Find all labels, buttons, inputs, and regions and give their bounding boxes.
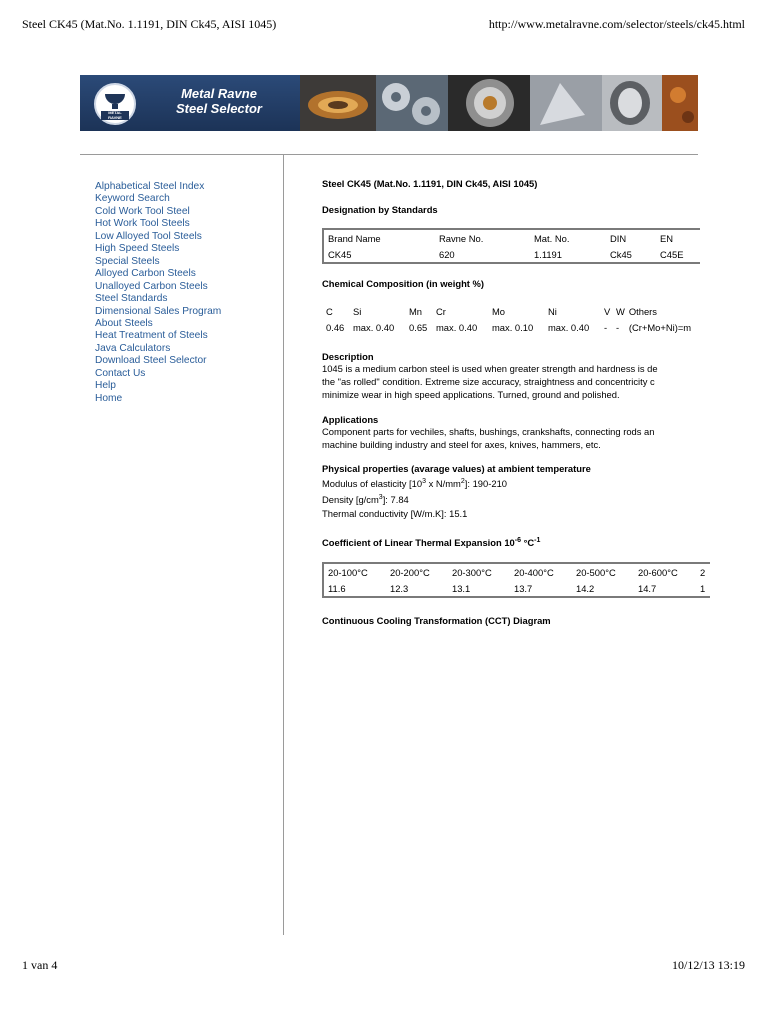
- table-header-cell: Mat. No.: [534, 232, 570, 244]
- table-cell: max. 0.40: [353, 321, 395, 333]
- site-title: [154, 86, 284, 116]
- expansion-table: [322, 562, 710, 598]
- table-header-cell: Mn: [409, 305, 423, 317]
- sidebar-nav: [95, 181, 280, 405]
- chemical-heading: Chemical Composition (in weight %): [322, 278, 484, 289]
- sidebar-item-home[interactable]: Home: [95, 392, 123, 404]
- table-header-cell: W: [616, 305, 625, 317]
- table-cell: (Cr+Mo+Ni)=m: [628, 321, 692, 333]
- table-row: [322, 303, 695, 319]
- table-header-cell: Si: [353, 305, 362, 317]
- column-divider: [283, 155, 284, 935]
- table-cell: 13.1: [452, 582, 471, 594]
- table-cell: C45E: [660, 248, 684, 260]
- table-row: [323, 563, 710, 580]
- table-header-cell: Ni: [548, 305, 557, 317]
- sidebar-item-dimensional-sales[interactable]: Dimensional Sales Program: [95, 305, 222, 317]
- sidebar-item-low-alloyed[interactable]: Low Alloyed Tool Steels: [95, 230, 202, 242]
- sidebar-item-unalloyed-carbon[interactable]: Unalloyed Carbon Steels: [95, 280, 208, 292]
- chemical-table: [322, 303, 695, 335]
- designation-table: [322, 228, 700, 264]
- table-cell: max. 0.10: [492, 321, 534, 333]
- header-divider: [80, 154, 698, 155]
- print-header-title: Steel CK45 (Mat.No. 1.1191, DIN Ck45, AISI 1045): [22, 17, 277, 31]
- print-header-url: http://www.metalravne.com/selector/steels/ck45.html: [488, 17, 745, 31]
- site-banner: [80, 75, 698, 131]
- table-header-cell: V: [604, 305, 611, 317]
- web-page: [80, 75, 706, 935]
- sidebar-item-download[interactable]: Download Steel Selector: [95, 355, 207, 367]
- applications-line: machine building industry and steel for axes, knives, hammers, etc.: [322, 439, 601, 450]
- table-header-cell: 20-100°C: [328, 566, 368, 578]
- density: Density $[g/cm^3]$: 7.84: [322, 494, 409, 505]
- table-header-cell: Ravne No.: [439, 232, 484, 244]
- table-header-cell: 20-500°C: [576, 566, 616, 578]
- modulus-of-elasticity: Modulus of elasticity [$10^3$ x $N/mm^2$]: 190-210: [322, 478, 508, 489]
- table-cell: 13.7: [514, 582, 533, 594]
- physical-heading: Physical properties (avarage values) at ambient temperature: [322, 463, 591, 474]
- description-line: the "as rolled" condition. Extreme size accuracy, straightness and concentricity c: [322, 376, 655, 387]
- print-footer-page: 1 van 4: [22, 958, 58, 972]
- print-header: [0, 17, 768, 33]
- logo-text: METAL RAVNE: [101, 111, 129, 120]
- table-row: [323, 229, 700, 246]
- table-header-cell: 20-400°C: [514, 566, 554, 578]
- table-cell: Ck45: [610, 248, 632, 260]
- table-header-cell: Brand Name: [328, 232, 381, 244]
- sidebar-item-hot-work[interactable]: Hot Work Tool Steels: [95, 218, 190, 230]
- table-cell: 12.3: [390, 582, 409, 594]
- description-line: minimize wear in high speed applications. Turned, ground and polished.: [322, 389, 620, 400]
- table-cell: max. 0.40: [436, 321, 478, 333]
- table-cell: -: [616, 321, 620, 333]
- table-cell: 620: [439, 248, 455, 260]
- table-row: [323, 580, 710, 597]
- description-line: 1045 is a medium carbon steel is used when greater strength and hardness is de: [322, 363, 658, 374]
- table-cell: 1: [700, 582, 706, 594]
- table-cell: 11.6: [328, 582, 346, 594]
- table-header-cell: Mo: [492, 305, 506, 317]
- sidebar-item-about[interactable]: About Steels: [95, 317, 153, 329]
- sidebar-item-alphabetical-index[interactable]: Alphabetical Steel Index: [95, 181, 205, 192]
- table-cell: -: [604, 321, 608, 333]
- table-cell: 1.1191: [534, 248, 562, 260]
- table-header-cell: 20-600°C: [638, 566, 678, 578]
- sidebar-item-alloyed-carbon[interactable]: Alloyed Carbon Steels: [95, 268, 196, 280]
- metal-ravne-logo-icon: [94, 83, 136, 125]
- print-footer-timestamp: 10/12/13 13:19: [671, 958, 745, 972]
- table-header-cell: 20-300°C: [452, 566, 492, 578]
- table-cell: CK45: [328, 248, 352, 260]
- sidebar-item-cold-work[interactable]: Cold Work Tool Steel: [95, 205, 190, 217]
- banner-photo-strip: [300, 75, 698, 131]
- table-row: [322, 319, 695, 335]
- sidebar-item-contact[interactable]: Contact Us: [95, 367, 146, 379]
- table-row: [323, 246, 700, 263]
- applications-line: Component parts for vechiles, shafts, bushings, crankshafts, connecting rods an: [322, 426, 655, 437]
- photo-rusty-metal: [662, 75, 698, 131]
- applications-heading: Applications: [322, 414, 379, 425]
- table-header-cell: Cr: [436, 305, 446, 317]
- expansion-heading: Coefficient of Linear Thermal Expansion $10^{-6}$ $^\circ C^{-1}$: [322, 537, 541, 548]
- sidebar-item-java-calculators[interactable]: Java Calculators: [95, 342, 171, 354]
- table-header-cell: EN: [660, 232, 674, 244]
- table-cell: 14.2: [576, 582, 595, 594]
- table-header-cell: 2: [700, 566, 706, 578]
- table-cell: 14.7: [638, 582, 657, 594]
- table-cell: 0.46: [326, 321, 345, 333]
- designation-heading: Designation by Standards: [322, 204, 438, 215]
- table-header-cell: DIN: [610, 232, 627, 244]
- cct-heading: Continuous Cooling Transformation (CCT) Diagram: [322, 615, 551, 626]
- site-title-line2: Steel Selector: [176, 101, 262, 116]
- sidebar-item-keyword-search[interactable]: Keyword Search: [95, 193, 170, 205]
- sidebar-item-heat-treatment[interactable]: Heat Treatment of Steels: [95, 330, 208, 342]
- sidebar-item-standards[interactable]: Steel Standards: [95, 293, 168, 305]
- table-cell: max. 0.40: [548, 321, 590, 333]
- sidebar-item-help[interactable]: Help: [95, 380, 116, 392]
- sidebar-item-high-speed[interactable]: High Speed Steels: [95, 243, 180, 255]
- logo-block[interactable]: [80, 75, 300, 131]
- description-heading: Description: [322, 351, 374, 362]
- table-header-cell: Others: [628, 305, 657, 317]
- table-cell: 0.65: [409, 321, 428, 333]
- table-header-cell: C: [326, 305, 333, 317]
- page-title: Steel CK45 (Mat.No. 1.1191, DIN Ck45, AISI 1045): [322, 178, 538, 189]
- site-title-line1: Metal Ravne: [181, 86, 257, 101]
- table-header-cell: 20-200°C: [390, 566, 430, 578]
- sidebar-item-special[interactable]: Special Steels: [95, 255, 160, 267]
- thermal-conductivity: Thermal conductivity [W/m.K]: 15.1: [322, 508, 468, 519]
- print-footer: [0, 958, 768, 974]
